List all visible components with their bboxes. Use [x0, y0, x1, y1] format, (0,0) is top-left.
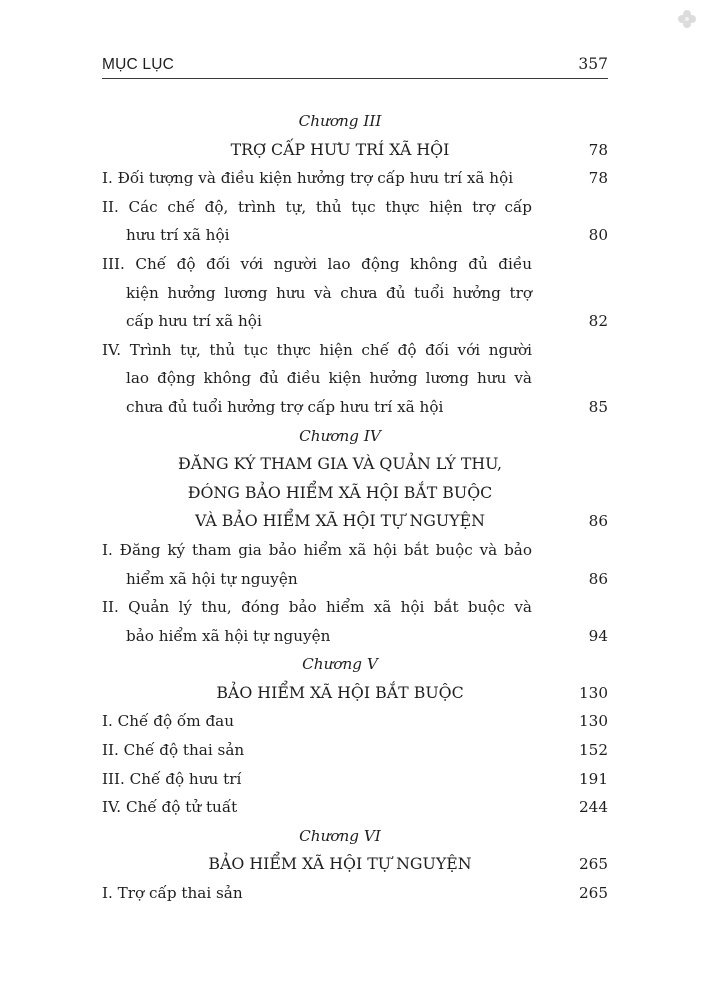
toc-entry-text: chưa đủ tuổi hưởng trợ cấp hưu trí xã hội	[126, 397, 444, 416]
running-header-title: MỤC LỤC	[102, 56, 175, 73]
chapter-title: TRỢ CẤP HƯU TRÍ XÃ HỘI	[230, 139, 450, 159]
toc-entry-text: hiểm xã hội tự nguyện	[126, 569, 298, 588]
chapter-label: Chương V	[302, 655, 378, 674]
chapter-page-number: 86	[588, 512, 608, 531]
toc-entry-page-number: 85	[588, 397, 608, 416]
chapter-page-number: 265	[579, 855, 608, 874]
toc-entry-line	[102, 879, 608, 908]
toc-entry[interactable]	[102, 736, 608, 765]
chapter-title: BẢO HIỂM XÃ HỘI TỰ NGUYỆN	[208, 854, 472, 874]
chapter-title: ĐÓNG BẢO HIỂM XÃ HỘI BẮT BUỘC	[187, 482, 493, 502]
chapter-title: VÀ BẢO HIỂM XÃ HỘI TỰ NGUYỆN	[194, 511, 485, 531]
chapter-page-number: 78	[588, 140, 608, 159]
toc-entry[interactable]	[102, 879, 608, 908]
toc-entry-page-number: 78	[588, 169, 608, 188]
toc-entry[interactable]	[102, 250, 608, 336]
toc-entry-page-number: 152	[579, 741, 608, 760]
toc-entry-line	[102, 393, 608, 422]
toc-entry[interactable]	[102, 336, 608, 422]
toc-entry-text: hưu trí xã hội	[126, 226, 230, 245]
toc-entry-line	[102, 279, 608, 308]
toc-entry-page-number: 86	[588, 569, 608, 588]
toc-entry-line	[102, 250, 608, 279]
toc-entry[interactable]	[102, 164, 608, 193]
toc-entry-page-number: 82	[588, 312, 608, 331]
chapter-page-number: 130	[579, 683, 608, 702]
chapter-label: Chương III	[298, 112, 382, 130]
toc-entry-page-number: 94	[588, 626, 608, 645]
chapter-title-row[interactable]	[102, 450, 608, 479]
toc-entry-text: III. Chế độ hưu trí	[102, 769, 242, 788]
toc-entry-line	[102, 164, 608, 193]
toc-entry-text: IV. Trình tự, thủ tục thực hiện chế độ đối với người	[102, 340, 532, 359]
toc-entry[interactable]	[102, 707, 608, 736]
toc-entry-line	[102, 364, 608, 393]
chapter-label: Chương IV	[299, 426, 381, 445]
toc-entry-line	[102, 307, 608, 336]
toc-entry-line	[102, 736, 608, 765]
toc-entry-text: lao động không đủ điều kiện hưởng lương hưu và	[126, 369, 532, 388]
table-of-contents	[102, 107, 608, 908]
toc-entry-line	[102, 536, 608, 565]
toc-entry-line	[102, 221, 608, 250]
toc-entry-text: IV. Chế độ tử tuất	[102, 798, 238, 817]
toc-entry[interactable]	[102, 193, 608, 250]
toc-chapter	[102, 107, 608, 422]
chapter-title: ĐĂNG KÝ THAM GIA VÀ QUẢN LÝ THU,	[177, 454, 503, 474]
chapter-title-row[interactable]	[102, 479, 608, 508]
toc-entry-line	[102, 707, 608, 736]
toc-entry-text: I. Đối tượng và điều kiện hưởng trợ cấp hưu trí xã hội	[102, 169, 514, 188]
toc-entry-page-number: 244	[579, 798, 608, 817]
chapter-title-row[interactable]	[102, 679, 608, 708]
toc-entry-text: II. Quản lý thu, đóng bảo hiểm xã hội bắt buộc và	[102, 598, 532, 617]
chapter-title-row[interactable]	[102, 136, 608, 165]
toc-entry-text: I. Đăng ký tham gia bảo hiểm xã hội bắt buộc và bảo	[102, 540, 532, 559]
page-number: 357	[578, 55, 608, 73]
toc-entry-text: I. Chế độ ốm đau	[102, 712, 235, 731]
chapter-title-row[interactable]	[102, 850, 608, 879]
toc-entry-line	[102, 793, 608, 822]
toc-entry-text: II. Các chế độ, trình tự, thủ tục thực hiện trợ cấp	[102, 197, 532, 216]
toc-entry-line	[102, 336, 608, 365]
toc-chapter	[102, 822, 608, 908]
toc-entry-line	[102, 593, 608, 622]
toc-chapter	[102, 422, 608, 651]
toc-entry-page-number: 130	[579, 712, 608, 731]
toc-entry-line	[102, 765, 608, 794]
toc-entry-text: I. Trợ cấp thai sản	[102, 884, 243, 903]
toc-entry-line	[102, 622, 608, 651]
chapter-title-row[interactable]	[102, 507, 608, 536]
toc-entry-line	[102, 193, 608, 222]
chapter-title: BẢO HIỂM XÃ HỘI BẮT BUỘC	[216, 682, 464, 702]
toc-entry-page-number: 80	[588, 226, 608, 245]
toc-entry[interactable]	[102, 593, 608, 650]
toc-entry-text: kiện hưởng lương hưu và chưa đủ tuổi hưởng trợ	[126, 283, 532, 302]
toc-entry-line	[102, 565, 608, 594]
toc-entry-text: cấp hưu trí xã hội	[126, 312, 262, 331]
toc-entry-page-number: 191	[579, 769, 608, 788]
toc-entry-text: bảo hiểm xã hội tự nguyện	[126, 626, 331, 645]
toc-entry[interactable]	[102, 793, 608, 822]
toc-entry-page-number: 265	[579, 884, 608, 903]
toc-entry-text: II. Chế độ thai sản	[102, 741, 245, 760]
toc-entry[interactable]	[102, 536, 608, 593]
chapter-label: Chương VI	[299, 826, 381, 845]
flower-watermark-icon	[676, 8, 698, 30]
toc-chapter	[102, 650, 608, 822]
toc-entry[interactable]	[102, 765, 608, 794]
toc-entry-text: III. Chế độ đối với người lao động không đủ điều	[102, 254, 532, 273]
running-header	[102, 52, 608, 79]
